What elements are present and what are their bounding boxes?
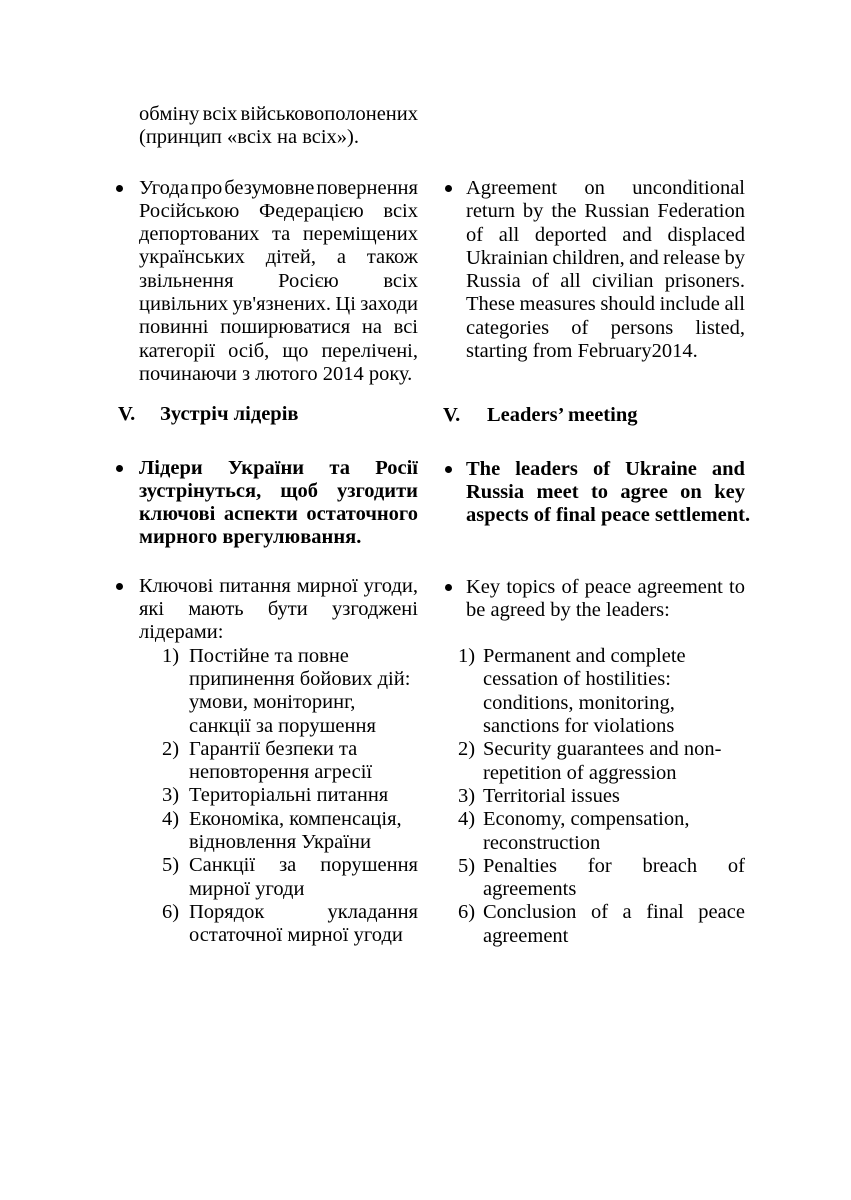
word: всіх [383, 269, 418, 292]
bullet-icon [445, 584, 452, 591]
text-line [139, 293, 418, 316]
word: all [560, 270, 581, 293]
word: всі [393, 316, 418, 339]
word: Ukrainian [466, 246, 548, 269]
word: the [551, 200, 577, 223]
word: аспекти [223, 503, 298, 526]
word: обміну [139, 103, 200, 125]
paragraph [114, 103, 418, 150]
word: all [498, 223, 520, 246]
word: про [190, 176, 223, 199]
bullet-icon [116, 185, 123, 192]
text-line [139, 480, 418, 503]
word: meet [536, 480, 579, 503]
text-line: Постійне та повне [189, 644, 349, 667]
word: також [366, 246, 418, 269]
word: persons [610, 316, 674, 339]
heading-number: V. [118, 403, 136, 426]
word: заходи [360, 293, 418, 316]
word: всіх [202, 103, 238, 125]
word: peace [698, 901, 745, 924]
word: These [466, 293, 515, 316]
word: unconditional [632, 177, 745, 199]
text-line [139, 177, 418, 200]
text-line [483, 855, 745, 878]
column-ukrainian [114, 103, 418, 948]
word: та [271, 223, 291, 246]
text-line [139, 316, 418, 339]
list-item-number: 3) [162, 784, 180, 807]
word: Penalties [483, 854, 558, 877]
word: мають [188, 598, 244, 621]
word: порушення [320, 854, 418, 877]
word: for [587, 854, 612, 877]
text-line: остаточної мирної угоди [189, 924, 403, 947]
bullet-icon [116, 583, 123, 590]
text-line [139, 200, 418, 223]
heading-number: V. [443, 404, 461, 427]
bullet-paragraph [114, 177, 418, 387]
text-line: відновлення України [189, 831, 371, 854]
text-line: неповторення агресії [189, 761, 373, 784]
word: безумовне [224, 176, 315, 199]
word: на [361, 316, 382, 339]
text-line: (принцип «всіх на всіх»). [139, 126, 360, 149]
list-item [443, 738, 745, 785]
list-item-number: 4) [162, 807, 180, 830]
word: categories [466, 316, 550, 339]
word: return [466, 200, 515, 223]
word: всіх [383, 199, 418, 222]
word: Russian [584, 200, 650, 223]
bullet-icon [445, 466, 452, 473]
list-item [443, 901, 745, 948]
word: Ключові [139, 574, 214, 597]
list-item [114, 808, 418, 855]
word: що [282, 339, 309, 362]
word: to [590, 480, 609, 503]
word: on [584, 177, 605, 199]
text-line: санкції за порушення [189, 714, 376, 737]
text-line: be agreed by the leaders: [466, 598, 670, 621]
word: all [724, 293, 745, 316]
word: Федерацією [259, 199, 364, 222]
text-line [139, 598, 418, 621]
word: які [139, 598, 165, 621]
list-item [443, 808, 745, 855]
word: on [680, 480, 702, 503]
word: leaders [515, 457, 578, 480]
list-item-number: 5) [458, 854, 476, 877]
word: of [727, 854, 745, 877]
word: include [659, 293, 720, 316]
word: by [724, 246, 745, 269]
text-line [466, 293, 745, 316]
word: укладання [327, 900, 418, 923]
word: повернення [316, 176, 418, 199]
word: should [600, 293, 656, 316]
word: військовополонених [240, 103, 418, 125]
text-line [139, 457, 418, 480]
word: deported [534, 223, 607, 246]
text-line [466, 247, 745, 270]
list-item-number: 6) [162, 900, 180, 923]
list-item-number: 1) [458, 645, 476, 668]
word: питання [219, 574, 291, 597]
word: Russia [466, 480, 525, 503]
text-line [139, 246, 418, 269]
heading-title: Leaders’ meeting [487, 404, 638, 427]
word: України [227, 456, 305, 479]
word: to [729, 575, 745, 598]
bullet-paragraph [443, 177, 745, 363]
word: Russia [466, 270, 521, 293]
word: and [711, 457, 745, 480]
word: Ці [335, 293, 356, 316]
list-item [443, 855, 745, 902]
word: Key [466, 575, 501, 598]
text-line: repetition of aggression [483, 761, 677, 784]
text-line: Permanent and complete [483, 645, 686, 668]
list-item [114, 784, 418, 807]
word: Conclusion [483, 901, 577, 924]
word: of [571, 316, 589, 339]
text-line: починаючи з лютого 2014 року. [139, 362, 413, 385]
text-line [466, 481, 745, 504]
word: peace [584, 575, 632, 598]
column-english [443, 177, 751, 948]
word: release [663, 246, 721, 269]
word: Ukraine [625, 457, 697, 480]
numbered-list [114, 645, 418, 948]
bullet-paragraph [443, 457, 751, 528]
heading-title: Зустріч лідерів [160, 403, 299, 426]
text-line [189, 901, 418, 924]
list-item-number: 2) [162, 737, 180, 760]
word: цивільних [139, 293, 229, 316]
word: Росії [375, 456, 418, 479]
text-line: agreement [483, 924, 569, 947]
bullet-paragraph [114, 575, 418, 645]
word: displaced [667, 223, 745, 246]
word: щоб [280, 479, 319, 502]
word: ключові [139, 503, 216, 526]
section-heading [443, 404, 745, 427]
text-line: мирної угоди [189, 877, 305, 900]
text-line [139, 340, 418, 363]
list-item-number: 2) [458, 738, 476, 761]
list-item-number: 4) [458, 808, 476, 831]
list-item-number: 5) [162, 854, 180, 877]
text-line: Економіка, компенсація, [189, 807, 402, 830]
section-heading [114, 403, 418, 426]
text-line [483, 901, 745, 924]
word: key [714, 480, 745, 503]
word: Угода [139, 176, 189, 199]
word: Санкції [189, 854, 256, 877]
text-line: лідерами: [139, 621, 224, 644]
text-line: Територіальні питання [189, 784, 389, 807]
text-line: agreements [483, 878, 577, 901]
word: by [522, 200, 544, 223]
word: Federation [657, 200, 745, 223]
list-item [114, 901, 418, 948]
word: Agreement [466, 177, 558, 199]
word: prisoners. [664, 270, 745, 293]
word: та [329, 456, 350, 479]
word: звільнення [139, 269, 234, 292]
word: за [279, 854, 297, 877]
text-line [466, 317, 745, 340]
word: ув'язнених. [232, 293, 332, 316]
numbered-list [443, 645, 745, 948]
text-line [139, 223, 418, 246]
text-line [139, 575, 418, 598]
text-line [189, 854, 418, 877]
word: угоди, [363, 574, 418, 597]
word: of [561, 575, 579, 598]
text-line: Security guarantees and non- [483, 738, 722, 761]
text-line: aspects of final peace settlement. [466, 504, 751, 527]
word: agreement [637, 575, 723, 598]
text-line [466, 224, 745, 247]
word: final [646, 901, 684, 924]
word: Порядок [189, 900, 265, 923]
text-line: умови, моніторинг, [189, 691, 356, 714]
text-line: припинення бойових дій: [189, 667, 411, 690]
text-line [139, 103, 418, 126]
word: a [622, 901, 632, 924]
text-line: sanctions for violations [483, 715, 675, 738]
word: мирної [296, 574, 358, 597]
text-line [466, 270, 745, 293]
list-item [114, 854, 418, 901]
word: осіб, [228, 339, 270, 362]
word: children, [552, 246, 625, 269]
list-item-number: 1) [162, 644, 180, 667]
word: поширюватися [220, 316, 351, 339]
list-item [443, 645, 745, 738]
word: а [336, 246, 346, 269]
word: депортованих [139, 223, 260, 246]
word: of [590, 901, 609, 924]
word: зустрінуться, [139, 479, 262, 502]
word: категорії [139, 339, 216, 362]
word: of [531, 270, 549, 293]
text-line [466, 200, 745, 223]
text-line: Territorial issues [483, 784, 620, 807]
word: breach [642, 854, 698, 877]
list-item-number: 6) [458, 901, 476, 924]
list-item-number: 3) [458, 784, 476, 807]
text-line: cessation of hostilities: [483, 668, 671, 691]
bullet-icon [445, 185, 452, 192]
list-item [114, 645, 418, 738]
bullet-paragraph [443, 576, 745, 623]
word: дітей, [265, 246, 316, 269]
bullet-icon [116, 465, 123, 472]
word: узгоджені [331, 598, 418, 621]
text-line [466, 177, 745, 200]
word: Росією [278, 269, 339, 292]
word: topics [506, 575, 556, 598]
word: and [622, 223, 652, 246]
word: agree [620, 480, 668, 503]
text-line [466, 576, 745, 599]
text-line: reconstruction [483, 831, 601, 854]
list-item [114, 738, 418, 785]
word: Російською [139, 199, 240, 222]
word: переміщених [302, 223, 418, 246]
word: The [466, 457, 501, 480]
word: and [629, 246, 659, 269]
text-line: Гарантії безпеки та [189, 737, 358, 760]
word: listed, [695, 316, 745, 339]
word: остаточного [306, 503, 418, 526]
word: повинні [139, 316, 209, 339]
text-line: мирного врегулювання. [139, 526, 362, 549]
word: of [592, 457, 611, 480]
word: українських [139, 246, 245, 269]
list-item [443, 785, 745, 808]
word: бути [267, 598, 308, 621]
text-line [466, 458, 745, 481]
bullet-paragraph [114, 457, 418, 550]
word: civilian [591, 270, 654, 293]
text-line: Economy, compensation, [483, 808, 690, 831]
text-line [139, 503, 418, 526]
word: Лідери [139, 456, 203, 479]
text-line: conditions, monitoring, [483, 691, 675, 714]
text-line [139, 270, 418, 293]
word: of [466, 223, 484, 246]
word: measures [519, 293, 596, 316]
word: перелічені, [321, 339, 418, 362]
text-line: starting from February2014. [466, 340, 698, 363]
word: узгодити [336, 479, 418, 502]
